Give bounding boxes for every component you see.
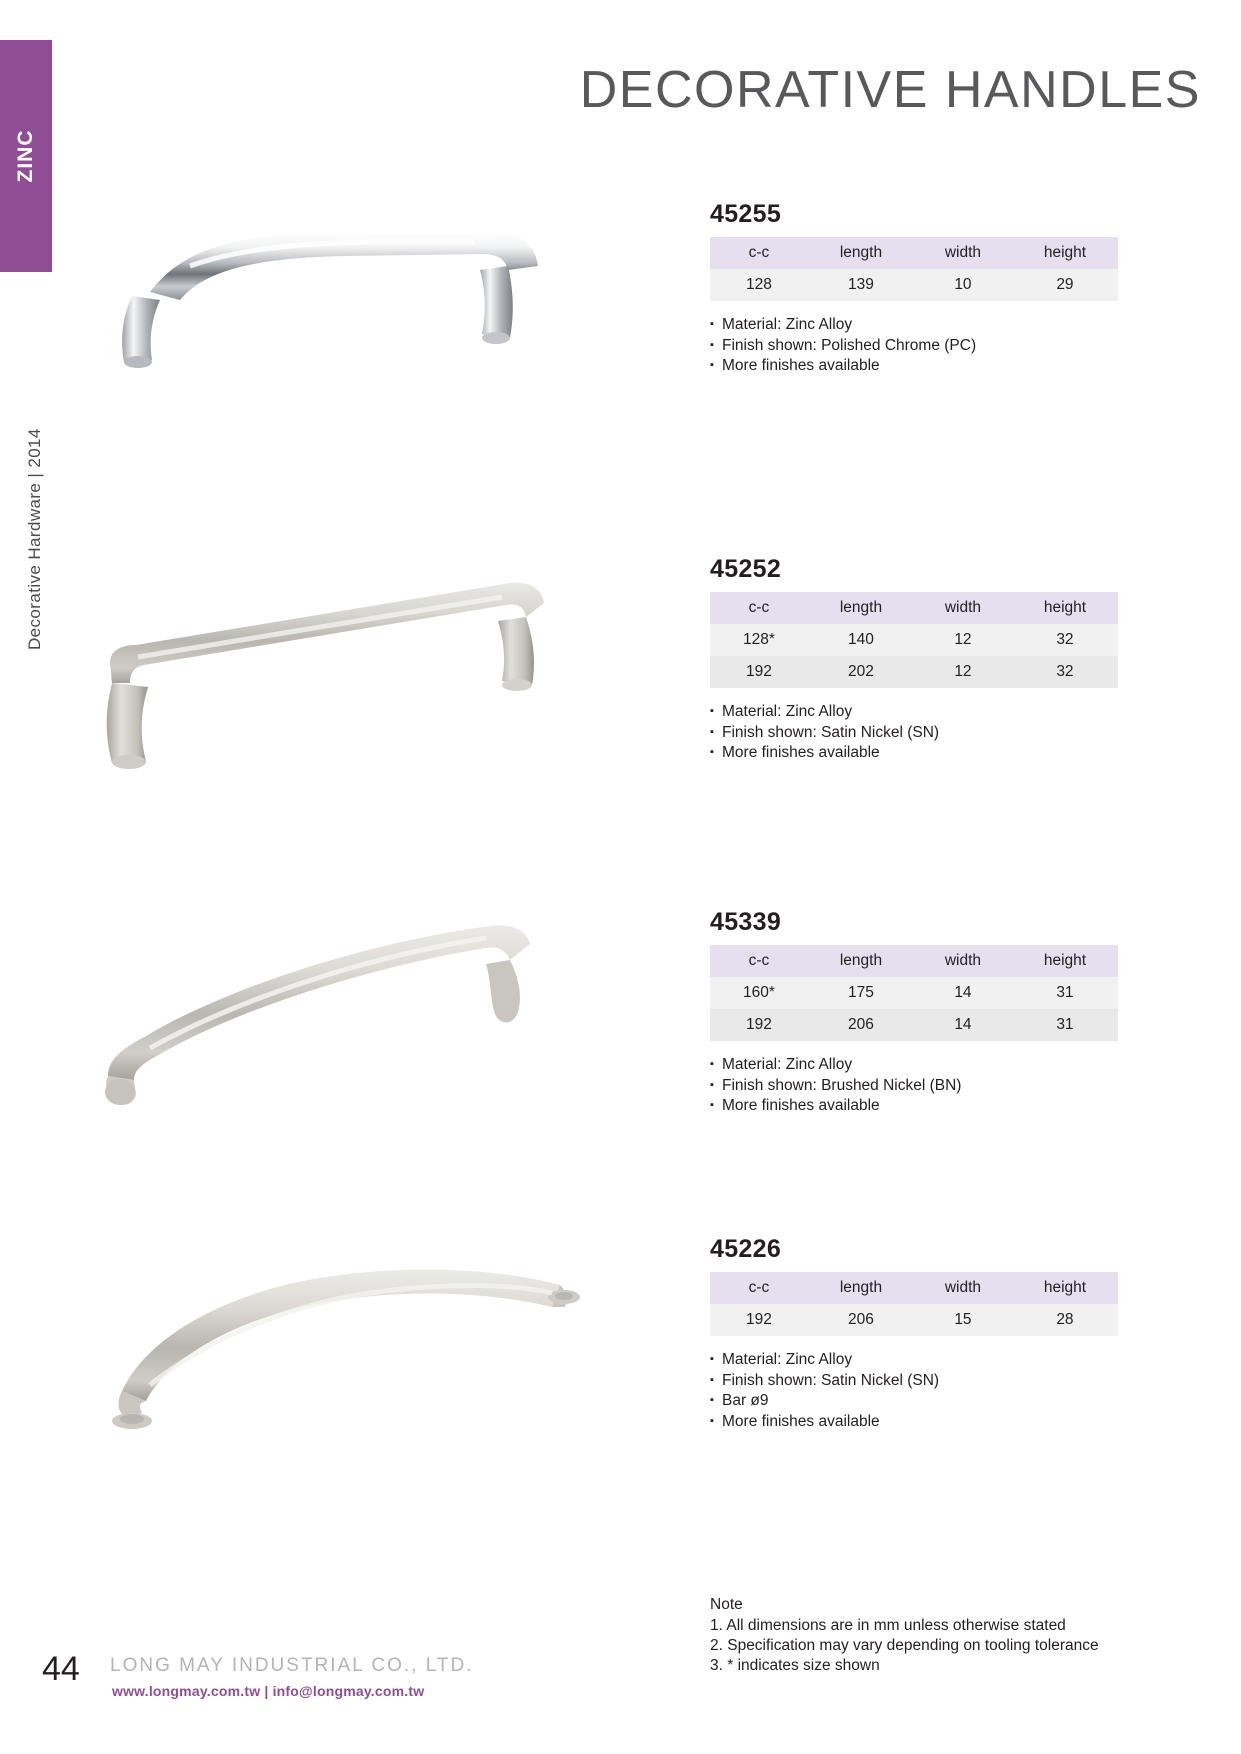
col-length: length — [808, 945, 914, 977]
cell-width: 14 — [914, 1009, 1012, 1041]
note-title: Note — [710, 1596, 743, 1613]
cell-cc: 128* — [710, 624, 808, 656]
cell-width: 10 — [914, 269, 1012, 301]
col-height: height — [1012, 1272, 1118, 1304]
bullet-item: ▪ Finish shown: Brushed Nickel (BN) — [710, 1076, 1130, 1097]
cell-width: 14 — [914, 977, 1012, 1009]
product-info — [710, 908, 1130, 1117]
cell-height: 29 — [1012, 269, 1118, 301]
product-bullets — [710, 1350, 1130, 1432]
table-header-row — [710, 945, 1118, 977]
cell-length: 175 — [808, 977, 914, 1009]
col-length: length — [808, 592, 914, 624]
note-line: 3. * indicates size shown — [710, 1657, 880, 1674]
product-photo-45252 — [90, 555, 620, 815]
product-info — [710, 200, 1130, 377]
catalog-caption: Decorative Hardware | 2014 — [25, 428, 44, 650]
bullet-item: ▪ Finish shown: Polished Chrome (PC) — [710, 336, 1130, 357]
product-sku: 45252 — [710, 555, 782, 583]
category-tab-label: ZINC — [14, 129, 37, 183]
table-row — [710, 1304, 1118, 1336]
bullet-item: ▪ More finishes available — [710, 743, 1130, 764]
col-length: length — [808, 1272, 914, 1304]
cell-cc: 192 — [710, 1009, 808, 1041]
cell-height: 28 — [1012, 1304, 1118, 1336]
cell-height: 31 — [1012, 1009, 1118, 1041]
product-sku: 45339 — [710, 908, 782, 936]
table-row — [710, 1009, 1118, 1041]
table-row — [710, 656, 1118, 688]
product-sku: 45255 — [710, 200, 782, 228]
spec-table — [710, 592, 1118, 688]
cell-width: 15 — [914, 1304, 1012, 1336]
col-height: height — [1012, 945, 1118, 977]
col-width: width — [914, 237, 1012, 269]
bullet-item: ▪ More finishes available — [710, 1412, 1130, 1433]
table-header-row — [710, 237, 1118, 269]
page-title: DECORATIVE HANDLES — [579, 61, 1201, 119]
product-photo-45226 — [90, 1235, 620, 1495]
col-height: height — [1012, 237, 1118, 269]
note-block — [710, 1595, 1180, 1676]
table-header-row — [710, 592, 1118, 624]
bullet-item: ▪ Material: Zinc Alloy — [710, 702, 1130, 723]
product-sku: 45226 — [710, 1235, 782, 1263]
footer-contact: www.longmay.com.tw | info@longmay.com.tw — [112, 1683, 425, 1699]
bullet-item: ▪ More finishes available — [710, 1096, 1130, 1117]
spec-table — [710, 1272, 1118, 1336]
col-length: length — [808, 237, 914, 269]
bullet-item: ▪ Finish shown: Satin Nickel (SN) — [710, 723, 1130, 744]
cell-height: 32 — [1012, 624, 1118, 656]
col-cc: c-c — [710, 237, 808, 269]
handle-illustration — [90, 908, 620, 1168]
cell-length: 206 — [808, 1304, 914, 1336]
product-bullets — [710, 702, 1130, 764]
product-info — [710, 555, 1130, 764]
cell-width: 12 — [914, 656, 1012, 688]
col-cc: c-c — [710, 592, 808, 624]
product-bullets — [710, 1055, 1130, 1117]
bullet-item: ▪ More finishes available — [710, 356, 1130, 377]
table-row — [710, 624, 1118, 656]
cell-height: 31 — [1012, 977, 1118, 1009]
cell-height: 32 — [1012, 656, 1118, 688]
cell-length: 140 — [808, 624, 914, 656]
col-width: width — [914, 945, 1012, 977]
table-row — [710, 269, 1118, 301]
product-info — [710, 1235, 1130, 1432]
bullet-item: ▪ Material: Zinc Alloy — [710, 315, 1130, 336]
product-photo-45255 — [90, 200, 620, 460]
cell-cc: 192 — [710, 656, 808, 688]
bullet-item: ▪ Bar ø9 — [710, 1391, 1130, 1412]
cell-length: 202 — [808, 656, 914, 688]
col-width: width — [914, 1272, 1012, 1304]
bullet-item: ▪ Material: Zinc Alloy — [710, 1055, 1130, 1076]
cell-width: 12 — [914, 624, 1012, 656]
bullet-item: ▪ Material: Zinc Alloy — [710, 1350, 1130, 1371]
handle-illustration — [90, 555, 620, 815]
footer-company-name: LONG MAY INDUSTRIAL CO., LTD. — [110, 1655, 474, 1676]
category-tab — [0, 40, 52, 272]
spec-table — [710, 237, 1118, 301]
page-number: 44 — [42, 1650, 80, 1688]
col-cc: c-c — [710, 945, 808, 977]
cell-cc: 128 — [710, 269, 808, 301]
note-line: 2. Specification may vary depending on tooling tolerance — [710, 1637, 1099, 1654]
cell-cc: 192 — [710, 1304, 808, 1336]
col-height: height — [1012, 592, 1118, 624]
spec-table — [710, 945, 1118, 1041]
col-cc: c-c — [710, 1272, 808, 1304]
cell-cc: 160* — [710, 977, 808, 1009]
table-header-row — [710, 1272, 1118, 1304]
product-bullets — [710, 315, 1130, 377]
cell-length: 206 — [808, 1009, 914, 1041]
handle-illustration — [90, 1235, 620, 1495]
col-width: width — [914, 592, 1012, 624]
note-line: 1. All dimensions are in mm unless otherwise stated — [710, 1617, 1066, 1634]
bullet-item: ▪ Finish shown: Satin Nickel (SN) — [710, 1371, 1130, 1392]
product-photo-45339 — [90, 908, 620, 1168]
handle-illustration — [90, 200, 620, 460]
cell-length: 139 — [808, 269, 914, 301]
table-row — [710, 977, 1118, 1009]
